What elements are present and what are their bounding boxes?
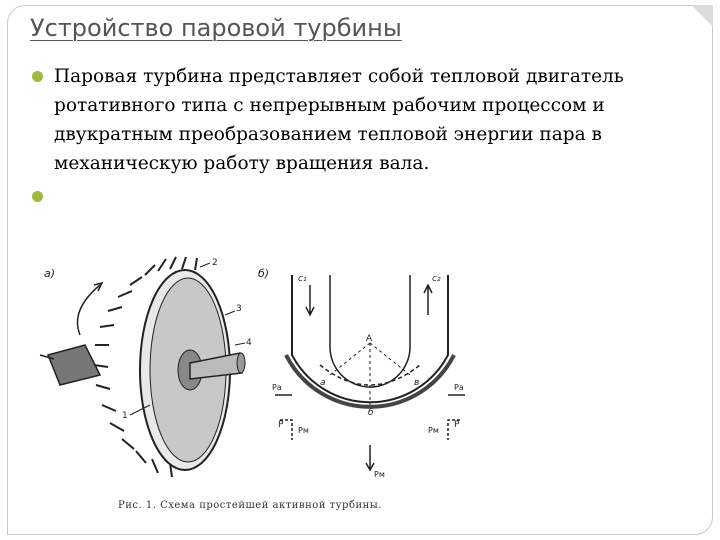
turbine-wheel-drawing [40,257,252,477]
rotation-arrow [78,285,101,335]
label-Pm-right: Рм [428,426,439,435]
shaft-end [237,353,245,373]
callout-4: 4 [246,338,252,348]
label-P-left: Р [278,420,284,430]
label-Pm-bottom: Рм [374,470,385,479]
figure-caption: Рис. 1. Схема простейшей активной турбины. [118,500,382,511]
flow-arrows [306,285,432,315]
turbine-diagram-svg [30,255,464,520]
part-b-label: б) [258,267,270,280]
label-c2: с₂ [432,274,441,284]
label-Pa-right: Ра [454,383,464,392]
inner-channel [330,275,410,387]
label-b: б [368,408,374,418]
part-a-label: а) [44,267,56,280]
corner-decoration [691,5,713,27]
nozzle [48,345,100,385]
bullet-dot-icon [32,71,43,82]
bullet-text: Паровая турбина представляет собой тепловой двигатель ротативного типа с непрерывным рабочим процессом и двукратным преобразованием тепловой энергии пара в механическую работу вращения вала. [54,66,624,174]
slide-title: Устройство паровой турбины [30,14,402,42]
label-A: А [366,334,373,344]
bullet-dot-icon [32,191,43,202]
bullet-item-empty [30,182,695,211]
label-a: а [320,378,326,388]
callout-1: 1 [122,411,128,421]
turbine-diagram [30,255,464,520]
label-Pm-left: Рм [298,426,309,435]
callout-3: 3 [236,304,242,314]
label-Pa-left: Ра [272,383,282,392]
label-P-right: Р [454,420,460,430]
bullet-list [30,62,695,211]
blade-channel-drawing [258,267,465,479]
label-c1: с₁ [298,274,307,284]
label-v: в [414,378,420,388]
radial-lines [330,343,410,405]
bullet-item [30,62,695,178]
callout-2: 2 [212,258,218,268]
